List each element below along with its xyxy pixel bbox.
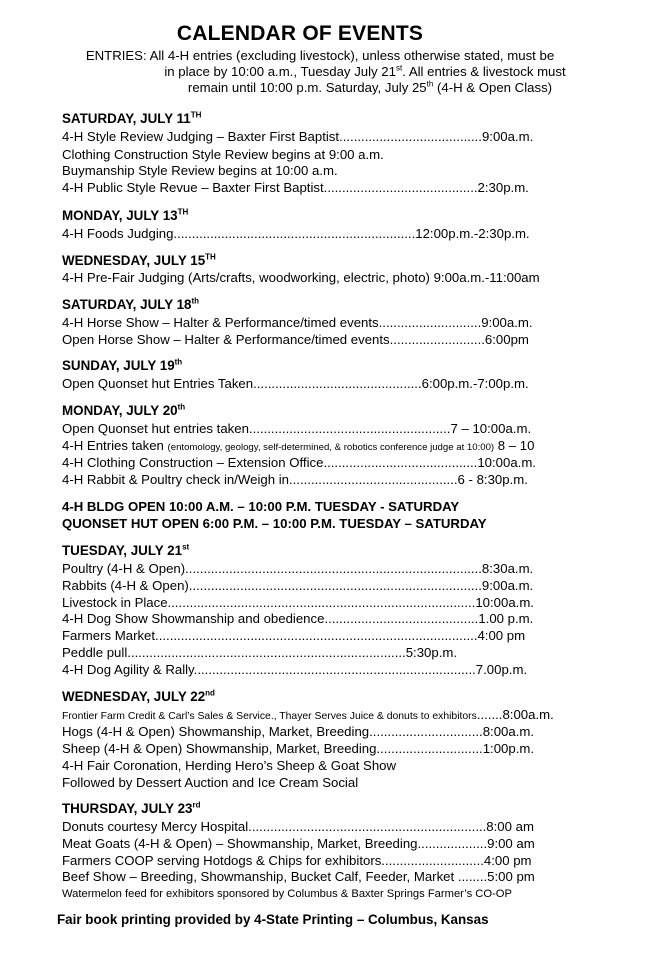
day-heading-tue-july-21: TUESDAY, JULY 21st (62, 542, 190, 558)
event-row: Donuts courtesy Mercy Hospital.................................................................8:00 am (62, 819, 534, 834)
event-row: Followed by Dessert Auction and Ice Cream Social (62, 775, 359, 790)
printing-credit: Fair book printing provided by 4-State Printing – Columbus, Kansas (57, 912, 489, 927)
event-row: 4-H Style Review Judging – Baxter First Baptist.......................................9:00a.m. (62, 129, 534, 144)
event-row: 4-H Pre-Fair Judging (Arts/crafts, woodworking, electric, photo) 9:00a.m.-11:00am (62, 270, 540, 285)
event-row: Livestock in Place....................................................................................10:00a.m. (62, 595, 534, 610)
event-row: Open Quonset hut entries taken.......................................................7 – 10:00a.m. (62, 421, 532, 436)
event-row: 4-H Fair Coronation, Herding Hero’s Sheep & Goat Show (62, 758, 397, 773)
event-row: Clothing Construction Style Review begins at 9:00 a.m. (62, 147, 384, 162)
quonset-hours-notice: QUONSET HUT OPEN 6:00 P.M. – 10:00 P.M. TUESDAY – SATURDAY (62, 516, 487, 531)
event-row: Sheep (4-H & Open) Showmanship, Market, Breeding.............................1:00p.m. (62, 741, 535, 756)
event-row: Frontier Farm Credit & Carl’s Sales & Service., Thayer Serves Juice & donuts to exhibitors.......8:00a.m. (62, 707, 554, 722)
event-row: Beef Show – Breeding, Showmanship, Bucket Calf, Feeder, Market ........5:00 pm (62, 869, 535, 884)
entries-line-3: remain until 10:00 p.m. Saturday, July 25th (4-H & Open Class) (187, 79, 553, 95)
event-row: Rabbits (4-H & Open)................................................................................9:00a.m. (62, 578, 534, 593)
event-row: Watermelon feed for exhibitors sponsored by Columbus & Baxter Springs Farmer’s CO-OP (62, 888, 512, 900)
event-row: 4-H Entries taken (entomology, geology, self-determined, & robotics conference judge at 10:00) 8 – 10 (62, 438, 535, 453)
day-heading-sat-july-11: SATURDAY, JULY 11TH (62, 110, 202, 126)
day-heading-sun-july-19: SUNDAY, JULY 19th (62, 357, 183, 373)
event-row: Buymanship Style Review begins at 10:00 a.m. (62, 163, 338, 178)
event-row: 4-H Dog Show Showmanship and obedience..........................................1.00 p.m. (62, 611, 534, 626)
event-row: 4-H Clothing Construction – Extension Office..........................................10:00a.m. (62, 455, 536, 470)
day-heading-sat-july-18: SATURDAY, JULY 18th (62, 296, 200, 312)
event-row: 4-H Public Style Revue – Baxter First Baptist..........................................2:30p.m. (62, 180, 529, 195)
page-title: CALENDAR OF EVENTS (176, 22, 424, 45)
day-heading-mon-july-20: MONDAY, JULY 20th (62, 402, 186, 418)
event-row: Open Quonset hut Entries Taken..............................................6:00p.m.-7:00p.m. (62, 376, 529, 391)
event-row: Poultry (4-H & Open).................................................................................8:30a.m. (62, 561, 534, 576)
day-heading-wed-july-22: WEDNESDAY, JULY 22nd (62, 688, 215, 704)
event-row: Hogs (4-H & Open) Showmanship, Market, Breeding...............................8:00a.m. (62, 724, 535, 739)
event-row: Farmers COOP serving Hotdogs & Chips for exhibitors............................4:00 pm (62, 853, 532, 868)
event-row: Peddle pull............................................................................5:30p.m. (62, 645, 458, 660)
day-heading-thu-july-23: THURSDAY, JULY 23rd (62, 800, 201, 816)
event-row: Open Horse Show – Halter & Performance/timed events..........................6:00pm (62, 332, 529, 347)
event-row: 4-H Dog Agility & Rally.............................................................................7.00p.m. (62, 662, 528, 677)
event-row: Farmers Market........................................................................................4:00 pm (62, 628, 526, 643)
event-row: 4-H Horse Show – Halter & Performance/timed events............................9:00a.m. (62, 315, 533, 330)
building-hours-notice: 4-H BLDG OPEN 10:00 A.M. – 10:00 P.M. TUESDAY - SATURDAY (62, 499, 460, 514)
event-row: 4-H Rabbit & Poultry check in/Weigh in..............................................6 - 8:30p.m. (62, 472, 528, 487)
entries-notice (40, 48, 600, 96)
entries-line-1: ENTRIES: All 4-H entries (excluding livestock), unless otherwise stated, must be (85, 48, 555, 63)
event-row: Meat Goats (4-H & Open) – Showmanship, Market, Breeding...................9:00 am (62, 836, 535, 851)
day-heading-wed-july-15: WEDNESDAY, JULY 15TH (62, 252, 216, 268)
day-heading-mon-july-13: MONDAY, JULY 13TH (62, 207, 189, 223)
event-row: 4-H Foods Judging..................................................................12:00p.m.-2:30p.m. (62, 226, 530, 241)
entries-line-2: in place by 10:00 a.m., Tuesday July 21st. All entries & livestock must (164, 63, 566, 79)
